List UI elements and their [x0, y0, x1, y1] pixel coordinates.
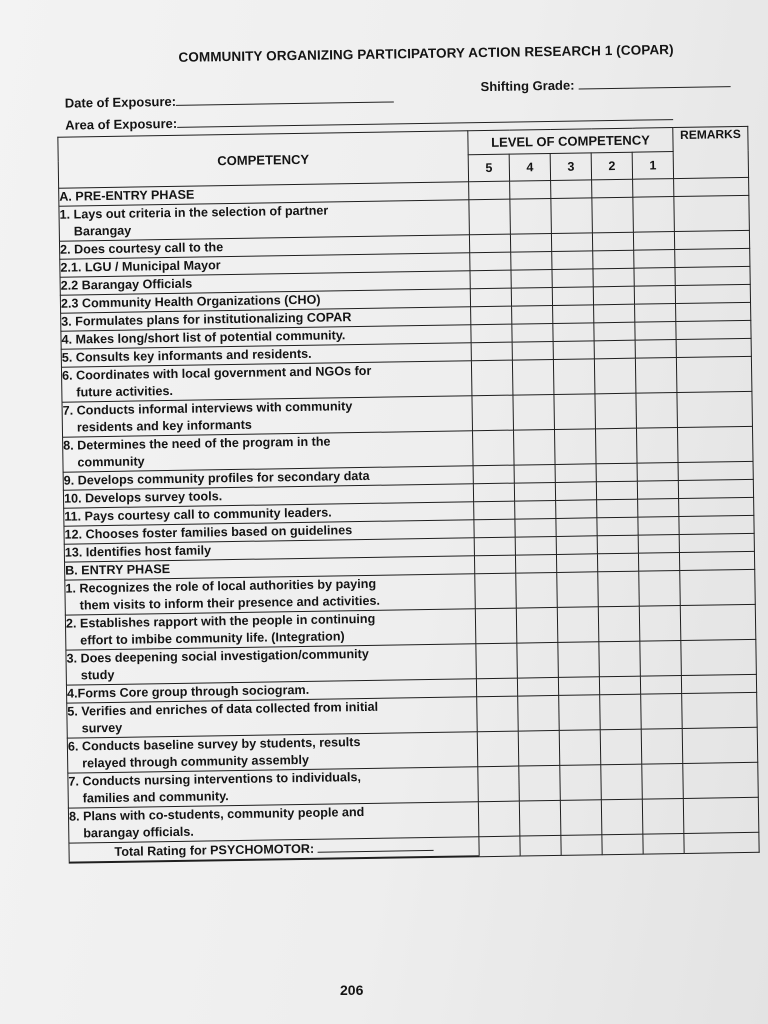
rating-cell[interactable] [474, 519, 515, 538]
level-4-header: 4 [509, 154, 550, 182]
shifting-grade-line [578, 74, 730, 89]
competency-item-text: 12. Chooses foster families based on guidelines [64, 523, 353, 542]
rating-cell[interactable] [473, 483, 514, 502]
rating-cell[interactable] [635, 340, 676, 359]
date-of-exposure-label: Date of Exposure: [64, 93, 177, 111]
rating-cell[interactable] [593, 250, 634, 269]
remarks-cell[interactable] [678, 426, 754, 462]
rating-cell[interactable] [597, 499, 638, 518]
remarks-cell[interactable] [683, 762, 759, 798]
rating-cell[interactable] [556, 554, 597, 573]
competency-item-text: 8. Plans with co-students, community people and [68, 805, 365, 824]
remarks-cell[interactable] [679, 515, 754, 534]
rating-cell[interactable] [555, 482, 596, 501]
remarks-cell[interactable] [682, 727, 758, 763]
rating-cell[interactable] [642, 763, 684, 799]
rating-cell[interactable] [477, 731, 519, 767]
competency-item-continuation: residents and key informants [76, 417, 252, 435]
rating-cell[interactable] [551, 180, 592, 199]
competency-item-text: 13. Identifies host family [64, 543, 212, 560]
competency-item-text: 1. Recognizes the role of local authorities by paying [65, 576, 377, 596]
rating-cell[interactable] [474, 537, 515, 556]
competency-table [57, 126, 759, 864]
rating-cell[interactable] [641, 693, 683, 729]
rating-cell[interactable] [514, 464, 555, 483]
rating-cell[interactable] [512, 323, 553, 342]
competency-item-text: 6. Conducts baseline survey by students, results [67, 735, 361, 754]
remarks-cell[interactable] [676, 320, 751, 339]
remarks-cell[interactable] [674, 195, 750, 231]
rating-cell[interactable] [473, 430, 515, 466]
rating-cell[interactable] [633, 197, 675, 233]
rating-cell[interactable] [471, 324, 512, 343]
total-rating-label: Total Rating for PSYCHOMOTOR: [114, 841, 315, 859]
rating-cell[interactable] [515, 554, 556, 573]
remarks-cell[interactable] [684, 832, 759, 853]
rating-cell[interactable] [640, 641, 682, 677]
rating-cell[interactable] [552, 269, 593, 288]
remarks-cell[interactable] [674, 230, 749, 249]
rating-cell[interactable] [514, 482, 555, 501]
remarks-cell[interactable] [680, 569, 756, 605]
competency-item-text: 10. Develops survey tools. [63, 489, 223, 506]
level-3-header: 3 [550, 153, 591, 181]
rating-cell[interactable] [637, 481, 678, 500]
rating-cell[interactable] [478, 766, 520, 802]
rating-cell[interactable] [556, 518, 597, 537]
remarks-cell[interactable] [677, 391, 753, 427]
rating-cell[interactable] [470, 252, 511, 271]
competency-item-text: 2. Establishes rapport with the people in continuing [65, 611, 376, 631]
rating-cell[interactable] [512, 341, 553, 360]
rating-cell[interactable] [636, 393, 678, 429]
rating-cell[interactable] [595, 393, 637, 429]
rating-cell[interactable] [479, 836, 520, 856]
rating-cell[interactable] [471, 360, 513, 396]
copar-form [40, 41, 765, 864]
level-1-header: 1 [632, 152, 673, 180]
rating-cell[interactable] [511, 287, 552, 306]
rating-cell[interactable] [594, 340, 635, 359]
rating-cell[interactable] [597, 517, 638, 536]
level-of-competency-header: LEVEL OF COMPETENCY [468, 128, 673, 155]
rating-cell[interactable] [600, 694, 642, 730]
competency-item-text: 7. Conducts informal interviews with community [62, 399, 353, 418]
rating-cell[interactable] [592, 179, 633, 198]
rating-cell[interactable] [593, 286, 634, 305]
rating-cell[interactable] [561, 835, 602, 855]
rating-cell[interactable] [554, 394, 596, 430]
rating-cell[interactable] [559, 695, 601, 731]
rating-cell[interactable] [558, 642, 600, 678]
competency-item-text: 8. Determines the need of the program in the [63, 434, 331, 453]
rating-cell[interactable] [553, 341, 594, 360]
rating-cell[interactable] [634, 250, 675, 269]
remarks-cell[interactable] [675, 266, 750, 285]
rating-cell[interactable] [642, 798, 684, 834]
rating-cell[interactable] [638, 517, 679, 536]
rating-cell[interactable] [594, 304, 635, 323]
rating-cell[interactable] [592, 197, 634, 233]
area-of-exposure-line [177, 107, 673, 128]
rating-cell[interactable] [511, 269, 552, 288]
rating-cell[interactable] [594, 322, 635, 341]
remarks-cell[interactable] [674, 177, 749, 196]
rating-cell[interactable] [515, 536, 556, 555]
rating-cell[interactable] [512, 305, 553, 324]
total-rating-line [317, 838, 433, 853]
rating-cell[interactable] [596, 481, 637, 500]
form-title: COMMUNITY ORGANIZING PARTICIPATORY ACTION RESEARCH 1 (COPAR) [178, 42, 674, 65]
remarks-cell[interactable] [676, 356, 752, 392]
rating-cell[interactable] [635, 322, 676, 341]
rating-cell[interactable] [560, 765, 602, 801]
rating-cell[interactable] [518, 730, 560, 766]
rating-cell[interactable] [555, 464, 596, 483]
rating-cell[interactable] [640, 676, 681, 695]
competency-item-continuation: barangay officials. [83, 824, 194, 841]
rating-cell[interactable] [478, 801, 520, 837]
remarks-header: REMARKS [673, 126, 749, 178]
competency-item-text: 2.2 Barangay Officials [60, 276, 193, 293]
rating-cell[interactable] [475, 608, 517, 644]
rating-cell[interactable] [637, 463, 678, 482]
rating-cell[interactable] [518, 695, 560, 731]
rating-cell[interactable] [552, 287, 593, 306]
remarks-cell[interactable] [680, 604, 756, 640]
rating-cell[interactable] [635, 358, 677, 394]
rating-cell[interactable] [516, 607, 558, 643]
rating-cell[interactable] [557, 607, 599, 643]
rating-cell[interactable] [639, 571, 681, 607]
rating-cell[interactable] [596, 463, 637, 482]
rating-cell[interactable] [553, 305, 594, 324]
rating-cell[interactable] [469, 199, 511, 235]
competency-item-continuation: community [77, 454, 145, 470]
rating-cell[interactable] [556, 500, 597, 519]
rating-cell[interactable] [554, 429, 596, 465]
shifting-grade-field [480, 74, 730, 94]
competency-item-text: 2.3 Community Health Organizations (CHO) [60, 292, 321, 311]
rating-cell[interactable] [516, 572, 558, 608]
rating-cell[interactable] [639, 606, 681, 642]
rating-cell[interactable] [553, 323, 594, 342]
rating-cell[interactable] [519, 800, 561, 836]
phase-a-label: A. PRE-ENTRY PHASE [59, 182, 469, 206]
level-2-header: 2 [591, 152, 632, 180]
competency-item-text: 2.1. LGU / Municipal Mayor [60, 258, 221, 275]
rating-cell[interactable] [475, 573, 517, 609]
rating-cell[interactable] [599, 676, 640, 695]
competency-item-continuation: Barangay [73, 223, 132, 239]
rating-cell[interactable] [602, 834, 643, 854]
rating-cell[interactable] [634, 268, 675, 287]
rating-cell[interactable] [553, 359, 595, 395]
remarks-cell[interactable] [675, 284, 750, 303]
competency-item-continuation: future activities. [76, 383, 174, 400]
rating-cell[interactable] [476, 643, 518, 679]
rating-cell[interactable] [600, 729, 642, 765]
competency-item-text: 3. Does deepening social investigation/community [66, 646, 369, 666]
competency-item-continuation: survey [81, 720, 123, 736]
page-number: 206 [340, 982, 364, 998]
rating-cell[interactable] [635, 304, 676, 323]
rating-cell[interactable] [599, 641, 641, 677]
rating-cell[interactable] [601, 799, 643, 835]
rating-cell[interactable] [513, 429, 555, 465]
rating-cell[interactable] [634, 286, 675, 305]
rating-cell[interactable] [638, 553, 679, 572]
remarks-cell[interactable] [681, 674, 756, 693]
rating-cell[interactable] [520, 835, 561, 855]
remarks-cell[interactable] [678, 479, 753, 498]
rating-cell[interactable] [470, 288, 511, 307]
remarks-cell[interactable] [678, 461, 753, 480]
competency-item-text: 2. Does courtesy call to the [59, 240, 224, 257]
rating-cell[interactable] [552, 251, 593, 270]
level-5-header: 5 [468, 154, 509, 182]
competency-item-continuation: them visits to inform their presence and activities. [79, 593, 381, 613]
shifting-grade-label: Shifting Grade: [480, 77, 575, 95]
competency-item-text: 5. Consults key informants and residents. [61, 346, 312, 365]
competency-item-text: 1. Lays out criteria in the selection of partner [59, 203, 329, 222]
rating-cell[interactable] [593, 268, 634, 287]
rating-cell[interactable] [551, 233, 592, 252]
rating-cell[interactable] [556, 536, 597, 555]
rating-cell[interactable] [643, 833, 684, 853]
remarks-cell[interactable] [681, 639, 757, 675]
rating-cell[interactable] [558, 677, 599, 696]
rating-cell[interactable] [560, 800, 602, 836]
competency-item-text: 9. Develops community profiles for secondary data [63, 468, 370, 488]
rating-cell[interactable] [512, 359, 554, 395]
remarks-cell[interactable] [679, 497, 754, 516]
remarks-cell[interactable] [676, 302, 751, 321]
rating-cell[interactable] [472, 395, 514, 431]
rating-cell[interactable] [638, 499, 679, 518]
rating-cell[interactable] [594, 358, 636, 394]
rating-cell[interactable] [471, 342, 512, 361]
rating-cell[interactable] [510, 233, 551, 252]
rating-cell[interactable] [597, 553, 638, 572]
competency-item-text: 7. Conducts nursing interventions to individuals, [68, 770, 362, 789]
rating-cell[interactable] [517, 642, 559, 678]
competency-item-text: 6. Coordinates with local government and NGOs for [61, 363, 372, 383]
rating-cell[interactable] [515, 500, 556, 519]
rating-cell[interactable] [597, 535, 638, 554]
competency-item-text: 5. Verifies and enriches of data collected from initial [67, 699, 379, 719]
rating-cell[interactable] [557, 572, 599, 608]
rating-cell[interactable] [638, 535, 679, 554]
competency-item-text: 4. Makes long/short list of potential community. [61, 328, 346, 347]
rating-cell[interactable] [511, 251, 552, 270]
rating-cell[interactable] [474, 501, 515, 520]
rating-cell[interactable] [551, 198, 593, 234]
rating-cell[interactable] [510, 180, 551, 199]
rating-cell[interactable] [598, 606, 640, 642]
remarks-cell[interactable] [683, 797, 759, 833]
remarks-cell[interactable] [676, 338, 751, 357]
competency-item-continuation: families and community. [82, 789, 229, 806]
rating-cell[interactable] [636, 428, 678, 464]
competency-item-text: 3. Formulates plans for institutionalizing COPAR [61, 310, 352, 329]
competency-header: COMPETENCY [58, 131, 469, 188]
competency-item-continuation: effort to imbibe community life. (Integration) [80, 629, 345, 648]
competency-item-text: 11. Pays courtesy call to community leaders. [64, 505, 332, 524]
date-of-exposure-field [65, 89, 394, 110]
rating-cell[interactable] [517, 677, 558, 696]
rating-cell[interactable] [469, 181, 510, 200]
rating-cell[interactable] [515, 518, 556, 537]
rating-cell[interactable] [477, 696, 519, 732]
rating-cell[interactable] [513, 394, 555, 430]
competency-item-continuation: relayed through community assembly [82, 752, 310, 771]
rating-cell[interactable] [559, 730, 601, 766]
rating-cell[interactable] [633, 232, 674, 251]
competency-item-text: 4.Forms Core group through sociogram. [66, 682, 310, 701]
remarks-cell[interactable] [675, 248, 750, 267]
area-of-exposure-label: Area of Exposure: [65, 115, 178, 133]
remarks-cell[interactable] [682, 692, 758, 728]
competency-item-continuation: study [80, 667, 115, 683]
remarks-cell[interactable] [679, 533, 754, 552]
rating-cell[interactable] [469, 234, 510, 253]
rating-cell[interactable] [592, 232, 633, 251]
rating-cell[interactable] [519, 765, 561, 801]
rating-cell[interactable] [476, 678, 517, 697]
phase-b-label: B. ENTRY PHASE [65, 556, 475, 580]
rating-cell[interactable] [633, 179, 674, 198]
rating-cell[interactable] [595, 428, 637, 464]
rating-cell[interactable] [473, 465, 514, 484]
rating-cell[interactable] [601, 764, 643, 800]
rating-cell[interactable] [598, 571, 640, 607]
rating-cell[interactable] [474, 555, 515, 574]
rating-cell[interactable] [471, 306, 512, 325]
rating-cell[interactable] [510, 198, 552, 234]
rating-cell[interactable] [470, 270, 511, 289]
remarks-cell[interactable] [680, 551, 755, 570]
rating-cell[interactable] [641, 728, 683, 764]
date-of-exposure-line [176, 89, 394, 105]
